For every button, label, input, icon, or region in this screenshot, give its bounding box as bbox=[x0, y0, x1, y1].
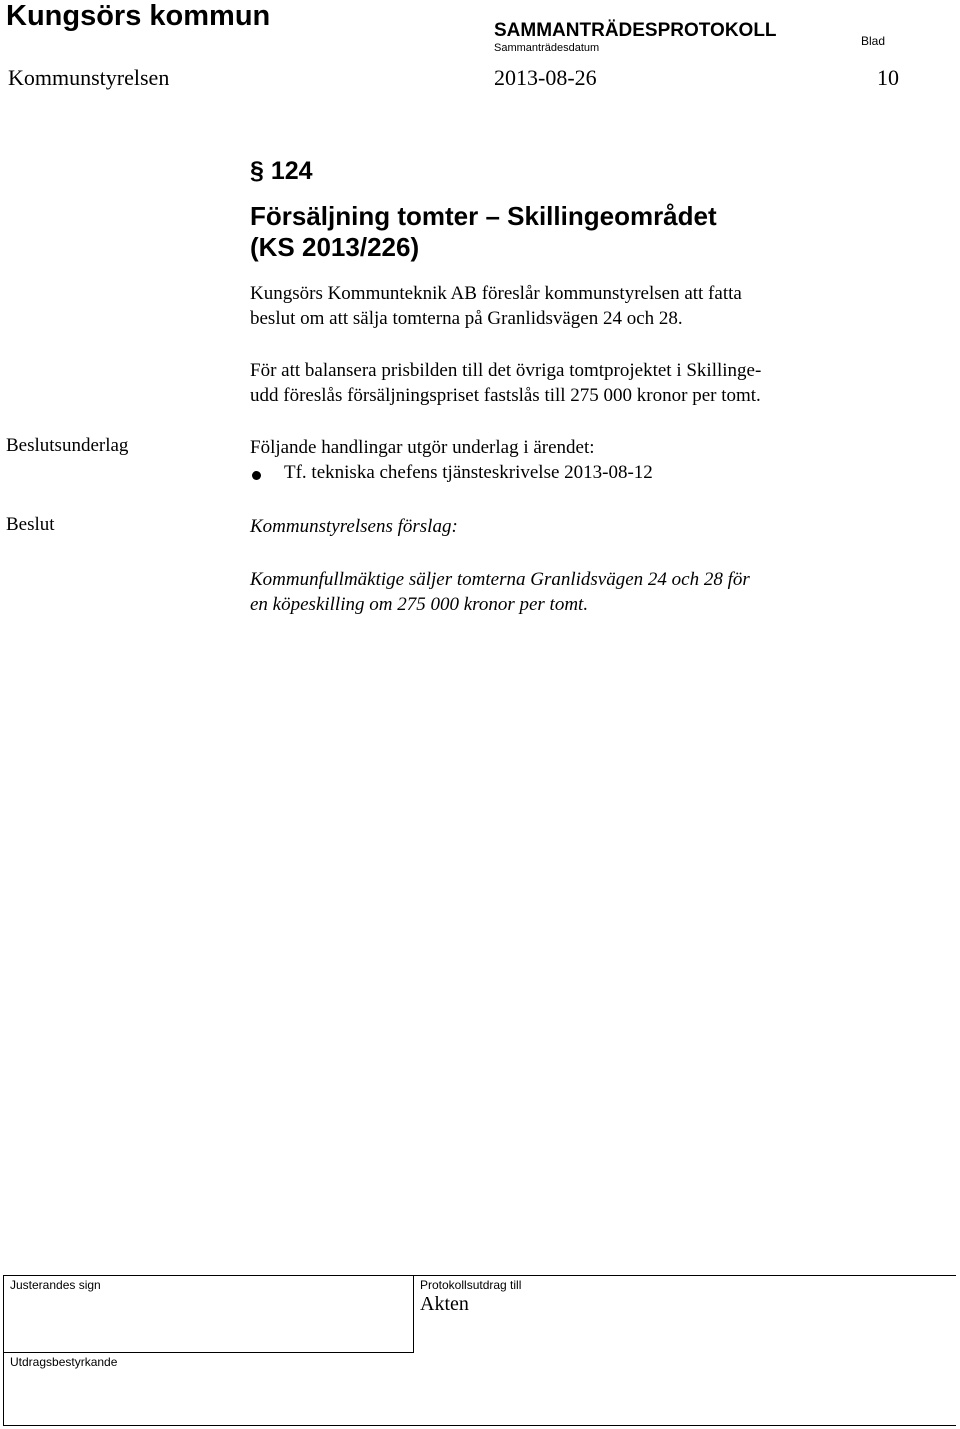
paragraph-line: beslut om att sälja tomterna på Granlidsvägen 24 och 28. bbox=[250, 308, 683, 329]
paragraph-line: Kungsörs Kommunteknik AB föreslår kommunstyrelsen att fatta bbox=[250, 283, 742, 304]
section-heading bbox=[250, 201, 717, 263]
paragraph-proposal bbox=[250, 281, 742, 331]
page-number: 10 bbox=[877, 65, 899, 90]
governing-body-name: Kommunstyrelsen bbox=[8, 65, 170, 90]
protokollsutdrag-label: Protokollsutdrag till bbox=[420, 1278, 522, 1292]
beslutsunderlag-intro: Följande handlingar utgör underlag i ärendet: bbox=[250, 437, 595, 458]
decision-line: en köpeskilling om 275 000 kronor per tomt. bbox=[250, 594, 589, 615]
list-item: Tf. tekniska chefens tjänsteskrivelse 2013-08-12 bbox=[284, 462, 653, 483]
paragraph-number: § 124 bbox=[250, 157, 313, 185]
decision-line: Kommunfullmäktige säljer tomterna Granlidsvägen 24 och 28 för bbox=[250, 569, 750, 590]
protocol-title: SAMMANTRÄDESPROTOKOLL bbox=[494, 20, 777, 41]
footer-divider bbox=[3, 1352, 414, 1353]
meeting-date: 2013-08-26 bbox=[494, 65, 597, 90]
section-heading-line1: Försäljning tomter – Skillingeområdet bbox=[250, 201, 717, 231]
paragraph-pricing bbox=[250, 358, 761, 408]
bullet-icon bbox=[252, 471, 261, 480]
decision-text bbox=[250, 567, 750, 617]
proposal-label: Kommunstyrelsens förslag: bbox=[250, 516, 458, 537]
meeting-date-label: Sammanträdesdatum bbox=[494, 42, 600, 54]
section-heading-line2: (KS 2013/226) bbox=[250, 232, 420, 262]
beslutsunderlag-label: Beslutsunderlag bbox=[6, 435, 129, 456]
footer-divider bbox=[413, 1275, 414, 1353]
justerandes-sign-label: Justerandes sign bbox=[10, 1278, 101, 1292]
organization-name: Kungsörs kommun bbox=[6, 0, 271, 32]
paragraph-line: udd föreslås försäljningspriset fastslås till 275 000 kronor per tomt. bbox=[250, 385, 761, 406]
footer-signature-table bbox=[3, 1275, 956, 1426]
utdragsbestyrkande-label: Utdragsbestyrkande bbox=[10, 1355, 118, 1369]
akten-recipient: Akten bbox=[420, 1293, 469, 1315]
page-label: Blad bbox=[861, 34, 886, 48]
beslut-label: Beslut bbox=[6, 514, 55, 535]
paragraph-line: För att balansera prisbilden till det övriga tomtprojektet i Skillinge- bbox=[250, 360, 762, 381]
